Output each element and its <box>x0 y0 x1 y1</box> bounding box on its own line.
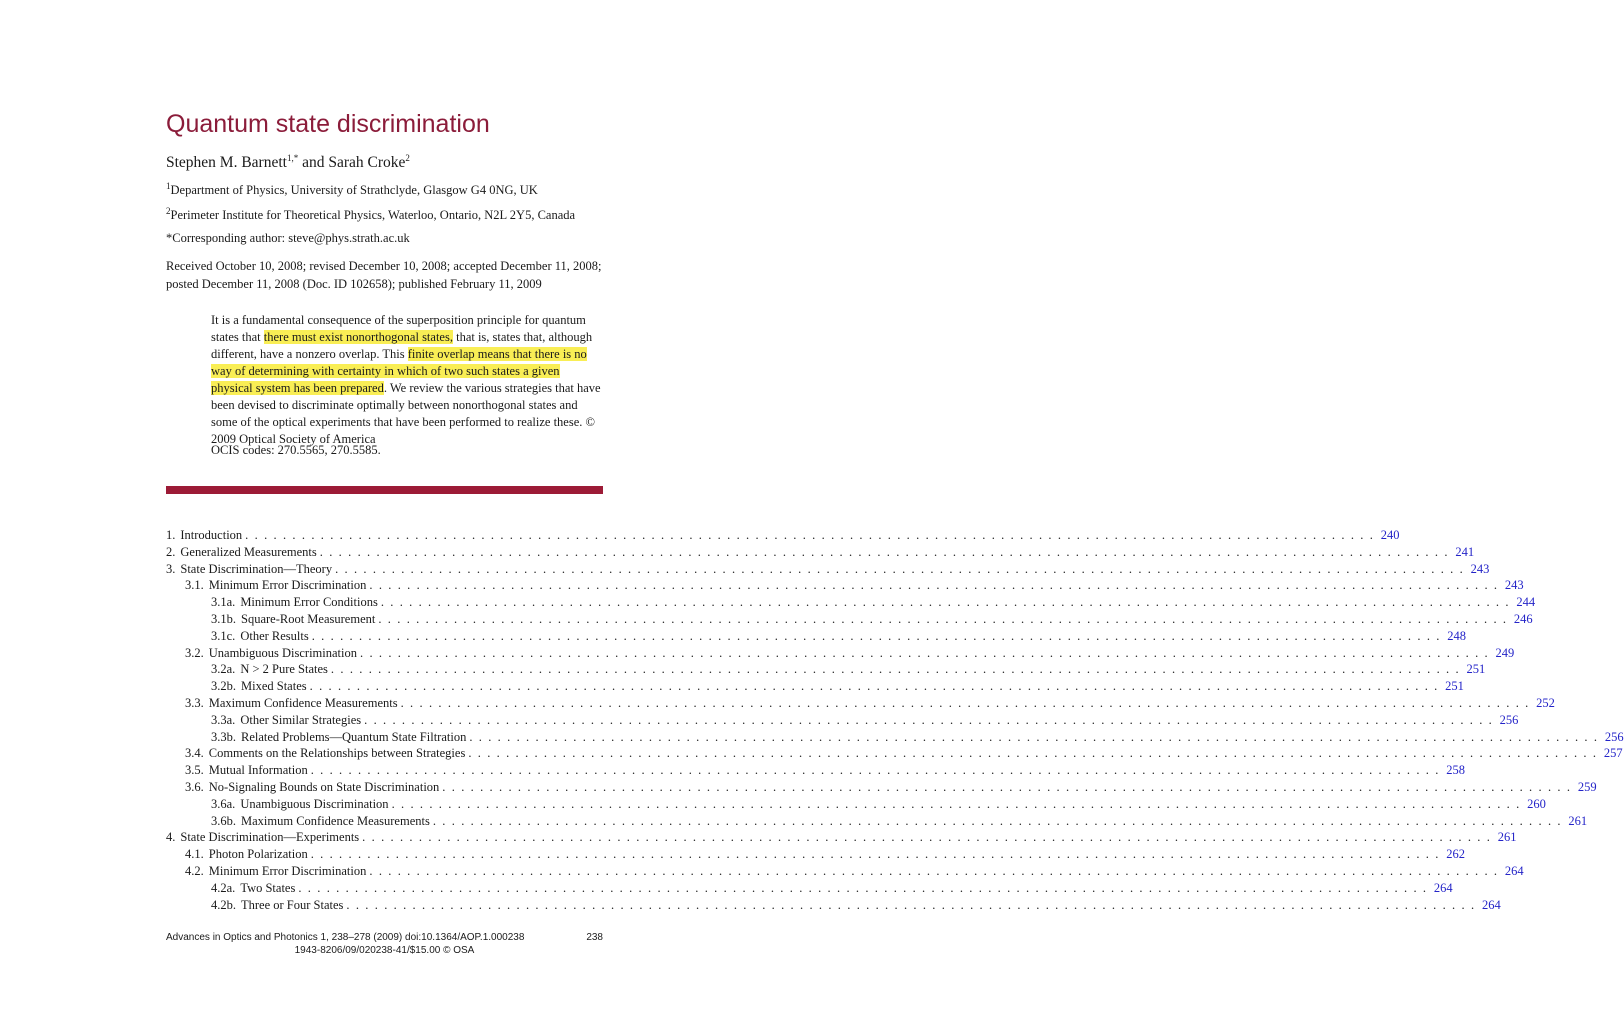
affiliation-marker: 1 <box>166 180 171 191</box>
toc-dot-leader: . . . . . . . . . . . . . . . . . . . . . . . . . . . . . . . . . . . . . . . . . . . . . . . . . . . . . . . . . . . . . . . . . . . . . . . . . . . . . . . . . . . . . . . . . . . . . . . . . . . . . . . . . . . . . . . . . . . . . . . . <box>468 746 1598 761</box>
toc-section-title: Other Similar Strategies <box>240 712 362 727</box>
toc-page-link[interactable]: 244 <box>1516 595 1536 610</box>
toc-dot-leader: . . . . . . . . . . . . . . . . . . . . . . . . . . . . . . . . . . . . . . . . . . . . . . . . . . . . . . . . . . . . . . . . . . . . . . . . . . . . . . . . . . . . . . . . . . . . . . . . . . . . . . . . . . . . . . . . . . . . . . . . <box>391 796 1521 811</box>
footer-journal-line <box>166 932 603 943</box>
toc-section-number: 3.2. <box>185 645 204 660</box>
toc-page-link[interactable]: 256 <box>1499 712 1519 727</box>
toc-dot-leader: . . . . . . . . . . . . . . . . . . . . . . . . . . . . . . . . . . . . . . . . . . . . . . . . . . . . . . . . . . . . . . . . . . . . . . . . . . . . . . . . . . . . . . . . . . . . . . . . . . . . . . . . . . . . . . . . . . . . . . . . <box>311 628 1441 643</box>
toc-entry[interactable] <box>166 746 1623 763</box>
toc-page-link[interactable]: 249 <box>1495 645 1515 660</box>
toc-section-title: State Discrimination—Theory <box>180 561 333 576</box>
author-name: Stephen M. Barnett <box>166 154 287 171</box>
toc-page-link[interactable]: 243 <box>1470 561 1490 576</box>
toc-entry[interactable] <box>166 729 1624 747</box>
affiliation-text: Perimeter Institute for Theoretical Physics, Waterloo, Ontario, N2L 2Y5, Canada <box>170 208 576 222</box>
toc-section-title: Maximum Confidence Measurements <box>241 813 430 828</box>
section-divider <box>166 486 603 494</box>
toc-dot-leader: . . . . . . . . . . . . . . . . . . . . . . . . . . . . . . . . . . . . . . . . . . . . . . . . . . . . . . . . . . . . . . . . . . . . . . . . . . . . . . . . . . . . . . . . . . . . . . . . . . . . . . . . . . . . . . . . . . . . . . . . <box>469 729 1599 744</box>
toc-dot-leader: . . . . . . . . . . . . . . . . . . . . . . . . . . . . . . . . . . . . . . . . . . . . . . . . . . . . . . . . . . . . . . . . . . . . . . . . . . . . . . . . . . . . . . . . . . . . . . . . . . . . . . . . . . . . . . . . . . . . . . . . <box>310 763 1440 778</box>
toc-page-link[interactable]: 259 <box>1577 779 1597 794</box>
page-number: 238 <box>586 932 603 943</box>
toc-page-link[interactable]: 262 <box>1446 847 1465 862</box>
toc-entry[interactable] <box>166 645 1515 663</box>
toc-section-number: 3.1c. <box>211 628 236 643</box>
toc-section-title: State Discrimination—Experiments <box>180 830 360 845</box>
toc-section-number: 2. <box>166 544 176 559</box>
toc-section-number: 3.1. <box>185 578 204 593</box>
paper-title: Quantum state discrimination <box>166 110 490 138</box>
toc-page-link[interactable]: 264 <box>1504 863 1524 878</box>
toc-entry[interactable] <box>166 813 1588 831</box>
toc-section-number: 4. <box>166 830 176 845</box>
highlighted-text: finite overlap means that there is no way of determining with certainty in which of two such states a given physical system has been prepared <box>211 347 587 395</box>
toc-section-number: 4.2b. <box>211 897 236 912</box>
toc-dot-leader: . . . . . . . . . . . . . . . . . . . . . . . . . . . . . . . . . . . . . . . . . . . . . . . . . . . . . . . . . . . . . . . . . . . . . . . . . . . . . . . . . . . . . . . . . . . . . . . . . . . . . . . . . . . . . . . . . . . . . . . . <box>335 561 1465 576</box>
toc-entry[interactable] <box>166 897 1501 915</box>
toc-section-title: Unambiguous Discrimination <box>240 796 389 811</box>
toc-section-title: Minimum Error Discrimination <box>208 863 367 878</box>
toc-entry[interactable] <box>166 779 1597 797</box>
toc-section-number: 3.5. <box>185 763 204 778</box>
toc-page-link[interactable]: 241 <box>1455 544 1475 559</box>
toc-page-link[interactable]: 260 <box>1527 796 1546 811</box>
toc-dot-leader: . . . . . . . . . . . . . . . . . . . . . . . . . . . . . . . . . . . . . . . . . . . . . . . . . . . . . . . . . . . . . . . . . . . . . . . . . . . . . . . . . . . . . . . . . . . . . . . . . . . . . . . . . . . . . . . . . . . . . . . . <box>309 679 1439 694</box>
toc-section-number: 3. <box>166 561 176 576</box>
toc-dot-leader: . . . . . . . . . . . . . . . . . . . . . . . . . . . . . . . . . . . . . . . . . . . . . . . . . . . . . . . . . . . . . . . . . . . . . . . . . . . . . . . . . . . . . . . . . . . . . . . . . . . . . . . . . . . . . . . . . . . . . . . . <box>380 595 1511 610</box>
abstract-text: that is, states that, although different, have a nonzero overlap. This <box>211 330 593 361</box>
toc-section-title: Square-Root Measurement <box>241 611 376 626</box>
toc-section-number: 3.1a. <box>211 595 236 610</box>
toc-section-title: Comments on the Relationships between Strategies <box>208 746 466 761</box>
toc-dot-leader: . . . . . . . . . . . . . . . . . . . . . . . . . . . . . . . . . . . . . . . . . . . . . . . . . . . . . . . . . . . . . . . . . . . . . . . . . . . . . . . . . . . . . . . . . . . . . . . . . . . . . . . . . . . . . . . . . . . . . . . . <box>442 779 1572 794</box>
toc-entry[interactable] <box>166 595 1536 612</box>
toc-page-link[interactable]: 251 <box>1466 662 1486 677</box>
toc-dot-leader: . . . . . . . . . . . . . . . . . . . . . . . . . . . . . . . . . . . . . . . . . . . . . . . . . . . . . . . . . . . . . . . . . . . . . . . . . . . . . . . . . . . . . . . . . . . . . . . . . . . . . . . . . . . . . . . . . . . . . . . . <box>400 695 1530 710</box>
author-name: Sarah Croke <box>328 154 406 171</box>
toc-section-number: 3.3. <box>185 695 204 710</box>
toc-entry[interactable] <box>166 880 1453 898</box>
toc-section-title: Generalized Measurements <box>180 544 317 559</box>
toc-section-title: Minimum Error Conditions <box>240 595 378 610</box>
publication-dates: Received October 10, 2008; revised December 10, 2008; accepted December 11, 2008; posted December 11, 2008 (Doc. ID 102658); published February 11, 2009 <box>166 259 602 291</box>
toc-dot-leader: . . . . . . . . . . . . . . . . . . . . . . . . . . . . . . . . . . . . . . . . . . . . . . . . . . . . . . . . . . . . . . . . . . . . . . . . . . . . . . . . . . . . . . . . . . . . . . . . . . . . . . . . . . . . . . . . . . . . . . . . <box>360 645 1490 660</box>
toc-section-title: Three or Four States <box>241 897 344 912</box>
toc-dot-leader: . . . . . . . . . . . . . . . . . . . . . . . . . . . . . . . . . . . . . . . . . . . . . . . . . . . . . . . . . . . . . . . . . . . . . . . . . . . . . . . . . . . . . . . . . . . . . . . . . . . . . . . . . . . . . . . . . . . . . . . . <box>330 662 1461 677</box>
toc-page-link[interactable]: 256 <box>1604 729 1624 744</box>
affiliation-marker: 2 <box>166 205 171 216</box>
toc-page-link[interactable]: 264 <box>1481 897 1501 912</box>
toc-section-number: 3.6b. <box>211 813 236 828</box>
toc-page-link[interactable]: 246 <box>1513 611 1533 626</box>
toc-entry[interactable] <box>166 679 1464 696</box>
corresponding-author: *Corresponding author: steve@phys.strath.ac.uk <box>166 231 410 245</box>
toc-page-link[interactable]: 257 <box>1603 746 1623 761</box>
toc-section-number: 4.2a. <box>211 880 236 895</box>
toc-dot-leader: . . . . . . . . . . . . . . . . . . . . . . . . . . . . . . . . . . . . . . . . . . . . . . . . . . . . . . . . . . . . . . . . . . . . . . . . . . . . . . . . . . . . . . . . . . . . . . . . . . . . . . . . . . . . . . . . . . . . . . . . <box>346 897 1476 912</box>
toc-section-number: 1. <box>166 528 176 542</box>
toc-entry[interactable] <box>166 863 1524 881</box>
toc-page-link[interactable]: 264 <box>1433 880 1453 895</box>
toc-dot-leader: . . . . . . . . . . . . . . . . . . . . . . . . . . . . . . . . . . . . . . . . . . . . . . . . . . . . . . . . . . . . . . . . . . . . . . . . . . . . . . . . . . . . . . . . . . . . . . . . . . . . . . . . . . . . . . . . . . . . . . . . <box>362 830 1492 845</box>
toc-section-title: Unambiguous Discrimination <box>208 645 357 660</box>
toc-section-title: Related Problems—Quantum State Filtration <box>241 729 467 744</box>
toc-section-number: 4.2. <box>185 863 204 878</box>
toc-section-number: 3.6. <box>185 779 204 794</box>
toc-section-number: 3.4. <box>185 746 204 761</box>
toc-dot-leader: . . . . . . . . . . . . . . . . . . . . . . . . . . . . . . . . . . . . . . . . . . . . . . . . . . . . . . . . . . . . . . . . . . . . . . . . . . . . . . . . . . . . . . . . . . . . . . . . . . . . . . . . . . . . . . . . . . . . . . . . <box>369 578 1499 593</box>
toc-section-title: No-Signaling Bounds on State Discrimination <box>208 779 440 794</box>
toc-entry[interactable] <box>166 763 1465 780</box>
toc-section-title: Mixed States <box>241 679 307 694</box>
toc-dot-leader: . . . . . . . . . . . . . . . . . . . . . . . . . . . . . . . . . . . . . . . . . . . . . . . . . . . . . . . . . . . . . . . . . . . . . . . . . . . . . . . . . . . . . . . . . . . . . . . . . . . . . . . . . . . . . . . . . . . . . . . . <box>432 813 1563 828</box>
affiliation-text: Department of Physics, University of Strathclyde, Glasgow G4 0NG, UK <box>170 183 538 197</box>
toc-page-link[interactable]: 240 <box>1380 528 1400 542</box>
ocis-codes: OCIS codes: 270.5565, 270.5585. <box>211 443 381 457</box>
toc-dot-leader: . . . . . . . . . . . . . . . . . . . . . . . . . . . . . . . . . . . . . . . . . . . . . . . . . . . . . . . . . . . . . . . . . . . . . . . . . . . . . . . . . . . . . . . . . . . . . . . . . . . . . . . . . . . . . . . . . . . . . . . . <box>245 528 1375 542</box>
toc-entry[interactable] <box>166 528 1400 545</box>
toc-section-number: 3.6a. <box>211 796 236 811</box>
toc-section-number: 3.3b. <box>211 729 236 744</box>
author-joiner: and <box>298 154 329 171</box>
toc-page-link[interactable]: 261 <box>1497 830 1517 845</box>
toc-page-link[interactable]: 243 <box>1504 578 1524 593</box>
toc-section-title: Minimum Error Discrimination <box>208 578 367 593</box>
toc-section-title: Two States <box>240 880 296 895</box>
toc-page-link[interactable]: 258 <box>1446 763 1465 778</box>
abstract-text: . We review the various strategies that have been devised to discriminate optimally between nonorthogonal states and some of the optical experiments that have been performed to realize these. © 2009 Optical Society of America <box>211 381 601 446</box>
toc-entry[interactable] <box>166 611 1533 629</box>
affiliation-1 <box>166 180 538 198</box>
toc-section-number: 3.2b. <box>211 679 236 694</box>
toc-dot-leader: . . . . . . . . . . . . . . . . . . . . . . . . . . . . . . . . . . . . . . . . . . . . . . . . . . . . . . . . . . . . . . . . . . . . . . . . . . . . . . . . . . . . . . . . . . . . . . . . . . . . . . . . . . . . . . . . . . . . . . . . <box>378 611 1508 626</box>
toc-section-title: Other Results <box>240 628 309 643</box>
toc-dot-leader: . . . . . . . . . . . . . . . . . . . . . . . . . . . . . . . . . . . . . . . . . . . . . . . . . . . . . . . . . . . . . . . . . . . . . . . . . . . . . . . . . . . . . . . . . . . . . . . . . . . . . . . . . . . . . . . . . . . . . . . . <box>364 712 1494 727</box>
toc-entry[interactable] <box>166 830 1517 847</box>
table-of-contents <box>166 528 1624 914</box>
toc-page-link[interactable]: 251 <box>1445 679 1464 694</box>
toc-entry[interactable] <box>166 561 1490 579</box>
toc-section-number: 3.2a. <box>211 662 236 677</box>
toc-page-link[interactable]: 261 <box>1568 813 1588 828</box>
toc-section-title: Maximum Confidence Measurements <box>208 695 398 710</box>
toc-entry[interactable] <box>166 628 1466 646</box>
toc-page-link[interactable]: 248 <box>1447 628 1466 643</box>
toc-entry[interactable] <box>166 544 1475 562</box>
highlighted-text: there must exist nonorthogonal states, <box>263 330 453 344</box>
journal-citation: Advances in Optics and Photonics 1, 238–278 (2009) doi:10.1364/AOP.1.000238 <box>166 932 525 943</box>
toc-dot-leader: . . . . . . . . . . . . . . . . . . . . . . . . . . . . . . . . . . . . . . . . . . . . . . . . . . . . . . . . . . . . . . . . . . . . . . . . . . . . . . . . . . . . . . . . . . . . . . . . . . . . . . . . . . . . . . . . . . . . . . . . <box>319 544 1450 559</box>
toc-entry[interactable] <box>166 662 1486 679</box>
toc-page-link[interactable]: 252 <box>1536 695 1555 710</box>
toc-entry[interactable] <box>166 847 1465 864</box>
toc-section-number: 3.1b. <box>211 611 236 626</box>
toc-section-title: Photon Polarization <box>208 847 308 862</box>
affiliation-2 <box>166 205 576 223</box>
toc-entry[interactable] <box>166 578 1524 595</box>
toc-dot-leader: . . . . . . . . . . . . . . . . . . . . . . . . . . . . . . . . . . . . . . . . . . . . . . . . . . . . . . . . . . . . . . . . . . . . . . . . . . . . . . . . . . . . . . . . . . . . . . . . . . . . . . . . . . . . . . . . . . . . . . . . <box>369 863 1499 878</box>
author-list <box>166 154 410 172</box>
footer-issn: 1943-8206/09/020238-41/$15.00 © OSA <box>294 945 475 956</box>
toc-entry[interactable] <box>166 712 1519 730</box>
toc-entry[interactable] <box>166 695 1555 713</box>
abstract-text: It is a fundamental consequence of the superposition principle for quantum states that <box>211 313 586 344</box>
toc-dot-leader: . . . . . . . . . . . . . . . . . . . . . . . . . . . . . . . . . . . . . . . . . . . . . . . . . . . . . . . . . . . . . . . . . . . . . . . . . . . . . . . . . . . . . . . . . . . . . . . . . . . . . . . . . . . . . . . . . . . . . . . . <box>310 847 1440 862</box>
toc-section-title: Mutual Information <box>208 763 308 778</box>
toc-section-title: N > 2 Pure States <box>240 662 328 677</box>
toc-entry[interactable] <box>166 796 1546 814</box>
toc-section-title: Introduction <box>180 528 243 542</box>
toc-section-number: 4.1. <box>185 847 204 862</box>
abstract <box>211 312 604 448</box>
author-affiliation-marker: 1,* <box>286 152 299 163</box>
toc-dot-leader: . . . . . . . . . . . . . . . . . . . . . . . . . . . . . . . . . . . . . . . . . . . . . . . . . . . . . . . . . . . . . . . . . . . . . . . . . . . . . . . . . . . . . . . . . . . . . . . . . . . . . . . . . . . . . . . . . . . . . . . . <box>298 880 1428 895</box>
toc-section-number: 3.3a. <box>211 712 236 727</box>
author-affiliation-marker: 2 <box>405 152 410 163</box>
